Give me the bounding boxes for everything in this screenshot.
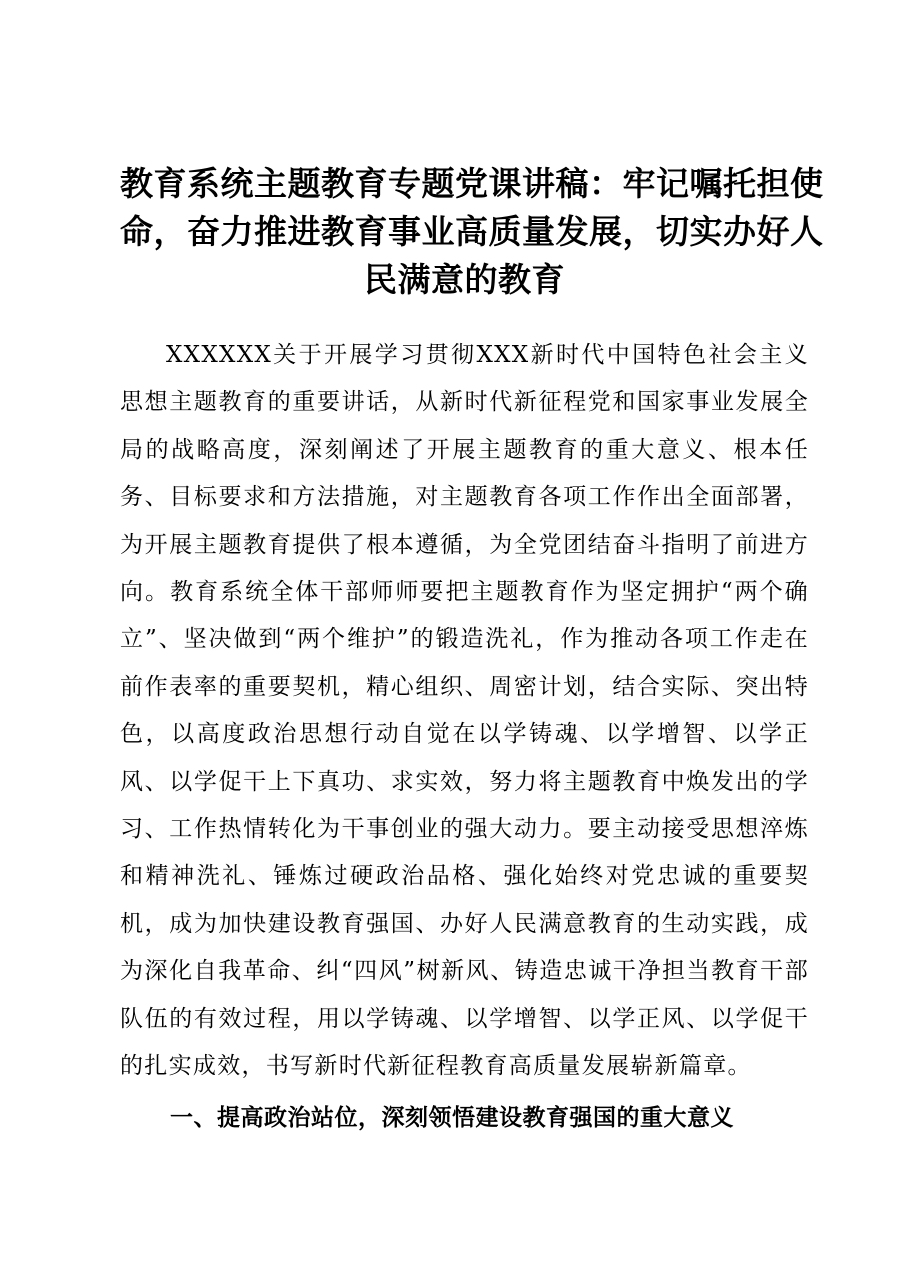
title-line-1: 教育系统主题教育专题党课讲稿：牢记嘱托担使 — [120, 164, 824, 203]
title-line-3: 民满意的教育 — [364, 260, 565, 299]
body-paragraph: XXXXXX关于开展学习贯彻XXX新时代中国特色社会主义思想主题教育的重要讲话，从新时代新征程党和国家事业发展全局的战略高度，深刻阐述了开展主题教育的重大意义、根本任务、目标要求和方法措施，对主题教育各项工作作出全面部署，为开展主题教育提供了根本遵循，为全党团结奋斗指明了前进方向。教育系统全体干部师师要把主题教育作为坚定拥护“两个确立”、坚决做到“两个维护”的锻造洗礼，作为推动各项工作走在前作表率的重要契机，精心组织、周密计划，结合实际、突出特色，以高度政治思想行动自觉在以学铸魂、以学增智、以学正风、以学促干上下真功、求实效，努力将主题教育中焕发出的学习、工作热情转化为干事创业的强大动力。要主动接受思想淬炼和精神洗礼、锤炼过硬政治品格、强化始终对党忠诚的重要契机，成为加快建设教育强国、办好人民满意教育的生动实践，成为深化自我革命、纠“四风”树新风、铸造忠诚干净担当教育干部队伍的有效过程，用以学铸魂、以学增智、以学正风、以学促干的扎实成效，书写新时代新征程教育高质量发展崭新篇章。 — [120, 342, 809, 1080]
document-title — [120, 160, 824, 304]
title-line-2: 命，奋力推进教育事业高质量发展，切实办好人 — [120, 212, 824, 251]
section-heading: 一、提高政治站位，深刻领悟建设教育强国的重大意义 — [170, 1104, 734, 1131]
